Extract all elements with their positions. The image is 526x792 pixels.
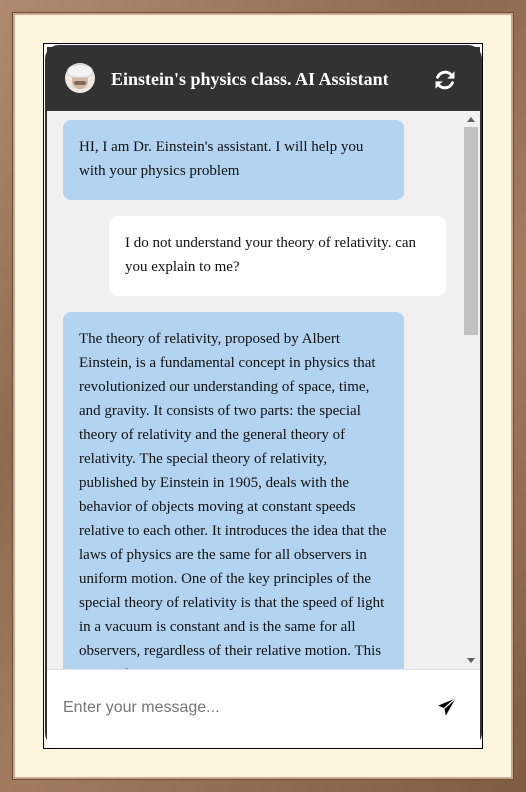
chat-window xyxy=(45,45,482,747)
message-list[interactable] xyxy=(47,111,480,669)
chat-title: Einstein's physics class. AI Assistant xyxy=(111,69,389,89)
message-scrollbar[interactable] xyxy=(464,111,478,669)
scroll-down-arrow-icon[interactable] xyxy=(467,658,475,663)
message-input[interactable] xyxy=(61,692,415,724)
assistant-message: HI, I am Dr. Einstein's assistant. I will help you with your physics problem xyxy=(63,120,404,200)
send-icon[interactable] xyxy=(437,697,457,717)
refresh-icon[interactable] xyxy=(433,68,457,92)
assistant-message: The theory of relativity, proposed by Albert Einstein, is a fundamental concept in physics that revolutionized our understanding of space, time, and gravity. It consists of two parts: the special theory of relativity and the general theory of relativity. The special theory of relativity, published by Einstein in 1905, deals with the behavior of objects moving at constant speeds relative to each other. It introduces the idea that the laws of physics are the same for all observers in uniform motion. One of the key principles of the special theory of relativity is that the speed of light in a vacuum is constant and is the same for all observers, regardless of their relative motion. This xyxy=(63,312,404,732)
einstein-avatar-icon xyxy=(65,63,95,93)
scrollbar-thumb[interactable] xyxy=(464,127,478,335)
chat-header xyxy=(47,47,480,111)
message-composer xyxy=(47,669,480,747)
user-message: I do not understand your theory of relativity. can you explain to me? xyxy=(109,216,446,296)
scroll-up-arrow-icon[interactable] xyxy=(467,117,475,122)
